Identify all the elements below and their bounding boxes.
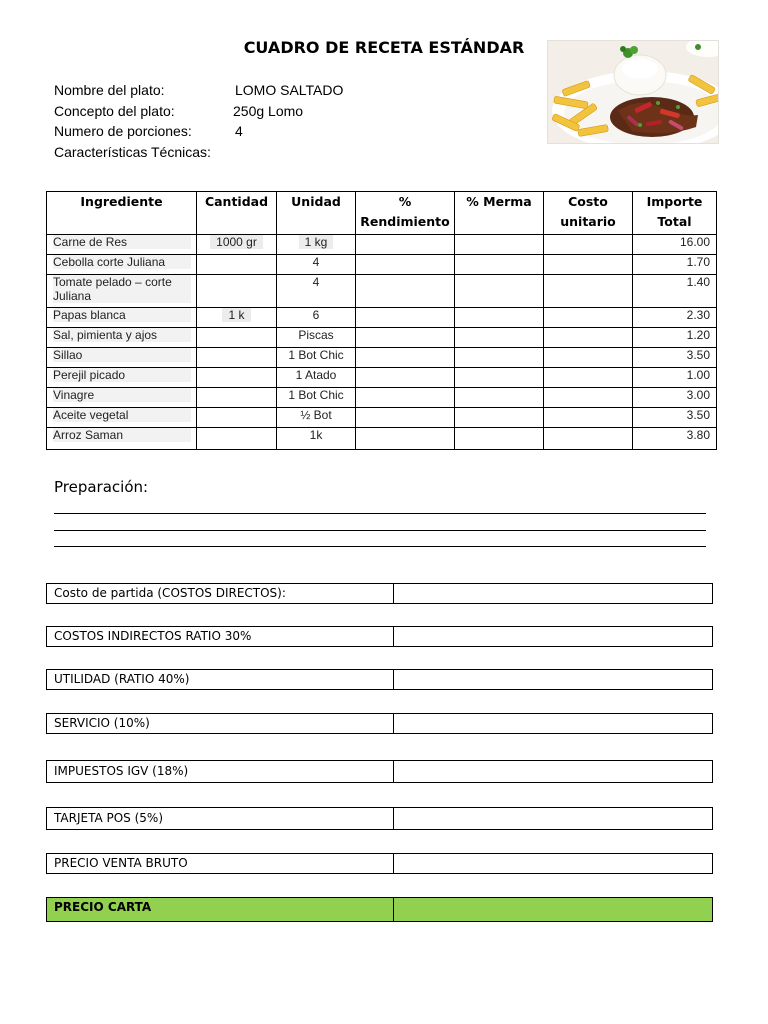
dish-photo <box>547 40 719 144</box>
cell-cantidad <box>197 275 277 308</box>
cell-rendimiento <box>356 368 455 388</box>
header-cantidad: Cantidad <box>197 192 277 235</box>
cell-ingrediente: Tomate pelado – corte Juliana <box>47 275 197 308</box>
table-row <box>47 388 717 408</box>
cell-cantidad <box>197 348 277 368</box>
summary-label: SERVICIO (10%) <box>47 714 394 733</box>
table-row <box>47 255 717 275</box>
cell-rendimiento <box>356 328 455 348</box>
summary-row-costo-partida <box>46 583 713 604</box>
cell-rendimiento <box>356 408 455 428</box>
cell-merma <box>455 368 544 388</box>
summary-label: Costo de partida (COSTOS DIRECTOS): <box>47 584 394 603</box>
cell-merma <box>455 328 544 348</box>
info-label-caracteristicas: Características Técnicas: <box>54 144 211 161</box>
info-row-concepto <box>54 101 454 122</box>
cell-cantidad <box>197 328 277 348</box>
summary-label: PRECIO VENTA BRUTO <box>47 854 394 873</box>
cell-merma <box>455 255 544 275</box>
header-merma: % Merma <box>455 192 544 235</box>
cell-rendimiento <box>356 275 455 308</box>
table-row <box>47 235 717 255</box>
summary-value-field[interactable] <box>394 808 712 829</box>
ingredients-header-row <box>47 192 717 235</box>
cell-ingrediente: Vinagre <box>47 388 197 408</box>
cell-ingrediente: Perejil picado <box>47 368 197 388</box>
cell-costo <box>544 275 633 308</box>
summary-label: PRECIO CARTA <box>47 898 394 921</box>
cell-rendimiento <box>356 235 455 255</box>
summary-row-tarjeta-pos <box>46 807 713 830</box>
cell-costo <box>544 235 633 255</box>
summary-label: COSTOS INDIRECTOS RATIO 30% <box>47 627 394 646</box>
cell-merma <box>455 388 544 408</box>
page-title: CUADRO DE RECETA ESTÁNDAR <box>243 38 525 57</box>
cell-unidad: 4 <box>277 255 356 275</box>
cell-rendimiento <box>356 428 455 450</box>
cell-costo <box>544 428 633 450</box>
dish-info <box>54 80 454 163</box>
info-row-nombre <box>54 80 454 101</box>
cell-merma <box>455 275 544 308</box>
cell-cantidad: 1 k <box>197 308 277 328</box>
cell-ingrediente: Sillao <box>47 348 197 368</box>
info-row-caracteristicas <box>54 142 454 163</box>
cell-merma <box>455 308 544 328</box>
ingredients-table <box>46 191 717 450</box>
header-ingrediente: Ingrediente <box>47 192 197 235</box>
info-label-porciones: Numero de porciones: <box>54 123 192 140</box>
cell-unidad: 1k <box>277 428 356 450</box>
preparacion-line[interactable] <box>54 546 706 547</box>
info-label-nombre: Nombre del plato: <box>54 82 165 98</box>
summary-value-field[interactable] <box>394 714 712 733</box>
cell-cantidad <box>197 428 277 450</box>
summary-value-field[interactable] <box>394 627 712 646</box>
cell-merma <box>455 348 544 368</box>
cell-costo <box>544 255 633 275</box>
cell-costo <box>544 408 633 428</box>
info-value-porciones: 4 <box>235 123 243 140</box>
cell-ingrediente: Arroz Saman <box>47 428 197 450</box>
cell-unidad: 1 Bot Chic <box>277 348 356 368</box>
cell-merma <box>455 235 544 255</box>
header-rendimiento: % Rendimiento <box>356 192 455 235</box>
summary-row-precio-venta-bruto <box>46 853 713 874</box>
cell-unidad: ½ Bot <box>277 408 356 428</box>
cell-importe: 1.00 <box>633 368 717 388</box>
cell-ingrediente: Sal, pimienta y ajos <box>47 328 197 348</box>
table-row <box>47 348 717 368</box>
cell-merma <box>455 408 544 428</box>
cell-rendimiento <box>356 255 455 275</box>
summary-row-servicio <box>46 713 713 734</box>
cell-cantidad <box>197 368 277 388</box>
cell-importe: 1.70 <box>633 255 717 275</box>
cell-costo <box>544 368 633 388</box>
summary-row-precio-carta <box>46 897 713 922</box>
preparacion-label: Preparación: <box>54 478 149 496</box>
table-row <box>47 428 717 450</box>
cell-importe: 2.30 <box>633 308 717 328</box>
dish-photo-illustration <box>548 41 719 144</box>
cell-cantidad: 1000 gr <box>197 235 277 255</box>
cell-costo <box>544 308 633 328</box>
cell-cantidad <box>197 388 277 408</box>
cell-rendimiento <box>356 348 455 368</box>
cell-unidad: Piscas <box>277 328 356 348</box>
cell-importe: 3.50 <box>633 408 717 428</box>
cell-unidad: 4 <box>277 275 356 308</box>
info-row-porciones <box>54 121 454 142</box>
summary-value-field[interactable] <box>394 898 712 921</box>
cell-cantidad <box>197 408 277 428</box>
summary-label: IMPUESTOS IGV (18%) <box>47 761 394 782</box>
table-row <box>47 308 717 328</box>
table-row <box>47 408 717 428</box>
cell-unidad: 1 kg <box>277 235 356 255</box>
summary-value-field[interactable] <box>394 761 712 782</box>
cell-importe: 1.40 <box>633 275 717 308</box>
cell-rendimiento <box>356 388 455 408</box>
table-row <box>47 275 717 308</box>
info-label-concepto: Concepto del plato: <box>54 102 175 119</box>
cell-costo <box>544 388 633 408</box>
cell-importe: 16.00 <box>633 235 717 255</box>
preparacion-line[interactable] <box>54 513 706 514</box>
cell-rendimiento <box>356 308 455 328</box>
cell-importe: 1.20 <box>633 328 717 348</box>
cell-ingrediente: Carne de Res <box>47 235 197 255</box>
cell-ingrediente: Cebolla corte Juliana <box>47 255 197 275</box>
summary-value-field[interactable] <box>394 670 712 689</box>
info-value-concepto: 250g Lomo <box>233 102 304 119</box>
cell-cantidad <box>197 255 277 275</box>
cell-unidad: 1 Atado <box>277 368 356 388</box>
summary-value-field[interactable] <box>394 584 712 603</box>
cell-costo <box>544 328 633 348</box>
cell-ingrediente: Papas blanca <box>47 308 197 328</box>
summary-value-field[interactable] <box>394 854 712 873</box>
summary-label: TARJETA POS (5%) <box>47 808 394 829</box>
cell-unidad: 1 Bot Chic <box>277 388 356 408</box>
cell-unidad: 6 <box>277 308 356 328</box>
cell-importe: 3.00 <box>633 388 717 408</box>
summary-row-costos-indirectos <box>46 626 713 647</box>
info-value-nombre: LOMO SALTADO <box>235 82 344 98</box>
header-unidad: Unidad <box>277 192 356 235</box>
cell-costo <box>544 348 633 368</box>
summary-label: UTILIDAD (RATIO 40%) <box>47 670 394 689</box>
header-costo-unitario: Costo unitario <box>544 192 633 235</box>
cell-importe: 3.80 <box>633 428 717 450</box>
cell-importe: 3.50 <box>633 348 717 368</box>
preparacion-line[interactable] <box>54 530 706 531</box>
table-row <box>47 368 717 388</box>
table-row <box>47 328 717 348</box>
cell-merma <box>455 428 544 450</box>
cell-ingrediente: Aceite vegetal <box>47 408 197 428</box>
summary-row-utilidad <box>46 669 713 690</box>
summary-row-impuestos <box>46 760 713 783</box>
header-importe-total: Importe Total <box>633 192 717 235</box>
